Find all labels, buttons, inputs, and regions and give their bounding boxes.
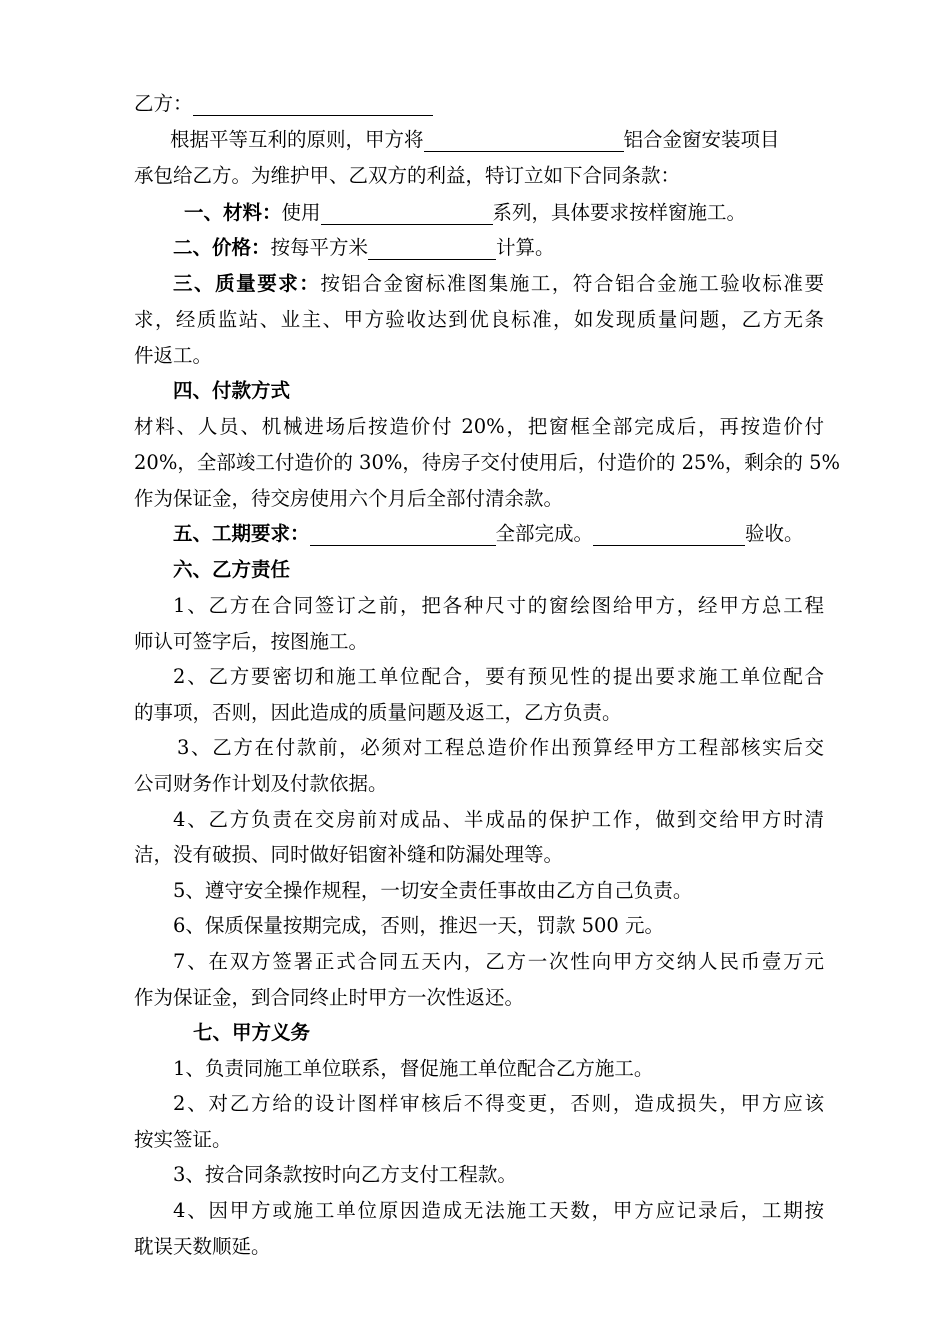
b-duty-7-line-2 bbox=[134, 980, 824, 1016]
a-duty-4-text-2: 耽误天数顺延。 bbox=[134, 1235, 271, 1258]
b-duty-7-line-1 bbox=[173, 944, 824, 980]
quality-heading: 三、质量要求： bbox=[173, 272, 321, 295]
intro-text-a: 根据平等互利的原则，甲方将 bbox=[170, 128, 424, 151]
b-duty-6 bbox=[173, 908, 824, 944]
materials-blank bbox=[321, 202, 493, 225]
materials-heading: 一、材料： bbox=[184, 201, 282, 224]
party-b-duties-heading: 六、乙方责任 bbox=[173, 558, 291, 581]
quality-text-3: 件返工。 bbox=[134, 344, 213, 367]
intro-text-b: 铝合金窗安装项目 bbox=[623, 128, 780, 151]
b-duty-3-text-2: 公司财务作计划及付款依据。 bbox=[134, 772, 388, 795]
schedule-heading: 五、工期要求： bbox=[173, 522, 310, 545]
party-b-label: 乙方： bbox=[134, 92, 193, 115]
b-duty-4-text-2: 洁，没有破损、同时做好铝窗补缝和防漏处理等。 bbox=[134, 843, 564, 866]
b-duty-1-text-1: 1、乙方在合同签订之前，把各种尺寸的窗绘图给甲方，经甲方总工程 bbox=[173, 594, 824, 617]
a-duty-1-text: 1、负责同施工单位联系，督促施工单位配合乙方施工。 bbox=[173, 1057, 654, 1080]
quality-text-1: 按铝合金窗标准图集施工，符合铝合金施工验收标准要 bbox=[320, 272, 824, 295]
a-duty-4-text-1: 4、因甲方或施工单位原因造成无法施工天数，甲方应记录后，工期按 bbox=[173, 1199, 824, 1222]
b-duty-3-line-1 bbox=[177, 730, 824, 766]
b-duty-2-line-2 bbox=[134, 695, 824, 731]
payment-heading: 四、付款方式 bbox=[173, 379, 291, 402]
b-duty-1-line-1 bbox=[173, 588, 824, 624]
b-duty-3-line-2 bbox=[134, 766, 824, 802]
b-duty-3-text-1: 3、乙方在付款前，必须对工程总造价作出预算经甲方工程部核实后交 bbox=[177, 736, 824, 759]
payment-text-3: 作为保证金，待交房使用六个月后全部付清余款。 bbox=[134, 487, 564, 510]
b-duty-5-text: 5、遵守安全操作规程，一切安全责任事故由乙方自己负责。 bbox=[173, 879, 693, 902]
b-duty-2-text-2: 的事项，否则，因此造成的质量问题及返工，乙方负责。 bbox=[134, 701, 622, 724]
intro-text-2: 承包给乙方。为维护甲、乙双方的利益，特订立如下合同条款： bbox=[134, 164, 681, 187]
quality-line-2 bbox=[134, 302, 824, 338]
quality-line-1 bbox=[173, 266, 824, 302]
b-duty-7-text-1: 7、在双方签署正式合同五天内，乙方一次性向甲方交纳人民币壹万元 bbox=[173, 950, 824, 973]
b-duty-4-line-2 bbox=[134, 837, 824, 873]
payment-line-2 bbox=[134, 445, 841, 481]
section-materials bbox=[184, 195, 824, 231]
a-duty-3-text: 3、按合同条款按时向乙方支付工程款。 bbox=[173, 1163, 517, 1186]
price-heading: 二、价格： bbox=[173, 236, 271, 259]
materials-text-b: 系列，具体要求按样窗施工。 bbox=[492, 201, 747, 224]
b-duty-1-text-2: 师认可签字后，按图施工。 bbox=[134, 630, 369, 653]
price-blank bbox=[368, 237, 496, 260]
b-duty-5 bbox=[173, 873, 824, 909]
completion-date-blank bbox=[310, 523, 496, 546]
price-text-a: 按每平方米 bbox=[270, 236, 369, 259]
a-duty-2-text-1: 2、对乙方给的设计图样审核后不得变更，否则，造成损失，甲方应该 bbox=[173, 1092, 824, 1115]
a-duty-1 bbox=[173, 1051, 824, 1087]
a-duty-2-text-2: 按实签证。 bbox=[134, 1128, 232, 1151]
intro-line-2 bbox=[134, 158, 824, 194]
schedule-text-b: 验收。 bbox=[745, 522, 804, 545]
b-duty-1-line-2 bbox=[134, 624, 824, 660]
party-b-blank bbox=[193, 93, 433, 116]
quality-text-2: 求，经质监站、业主、甲方验收达到优良标准，如发现质量问题，乙方无条 bbox=[134, 308, 824, 331]
party-b-line bbox=[134, 86, 824, 122]
quality-line-3 bbox=[134, 338, 824, 374]
a-duty-2-line-2 bbox=[134, 1122, 824, 1158]
intro-line-1 bbox=[170, 122, 824, 158]
a-duty-4-line-2 bbox=[134, 1229, 824, 1265]
a-duty-2-line-1 bbox=[173, 1086, 824, 1122]
acceptance-date-blank bbox=[593, 523, 745, 546]
a-duty-4-line-1 bbox=[173, 1193, 824, 1229]
price-text-b: 计算。 bbox=[496, 236, 555, 259]
b-duty-4-line-1 bbox=[173, 802, 824, 838]
payment-text-2: 20%，全部竣工付造价的 30%，待房子交付使用后，付造价的 25%，剩余的 5% bbox=[134, 451, 841, 474]
a-duty-3 bbox=[173, 1157, 824, 1193]
project-name-blank bbox=[424, 129, 624, 152]
materials-text-a: 使用 bbox=[281, 201, 321, 224]
b-duty-4-text-1: 4、乙方负责在交房前对成品、半成品的保护工作，做到交给甲方时清 bbox=[173, 808, 824, 831]
b-duty-2-text-1: 2、乙方要密切和施工单位配合，要有预见性的提出要求施工单位配合 bbox=[173, 665, 824, 688]
payment-line-1 bbox=[134, 409, 824, 445]
section-price bbox=[173, 230, 824, 266]
party-a-duties-heading: 七、甲方义务 bbox=[193, 1021, 311, 1044]
b-duty-7-text-2: 作为保证金，到合同终止时甲方一次性返还。 bbox=[134, 986, 525, 1009]
schedule-text-a: 全部完成。 bbox=[495, 522, 594, 545]
payment-text-1: 材料、人员、机械进场后按造价付 20%，把窗框全部完成后，再按造价付 bbox=[134, 415, 824, 438]
section-schedule bbox=[173, 516, 824, 552]
b-duty-2-line-1 bbox=[173, 659, 824, 695]
b-duty-6-text: 6、保质保量按期完成，否则，推迟一天，罚款 500 元。 bbox=[173, 914, 665, 937]
payment-line-3 bbox=[134, 481, 824, 517]
